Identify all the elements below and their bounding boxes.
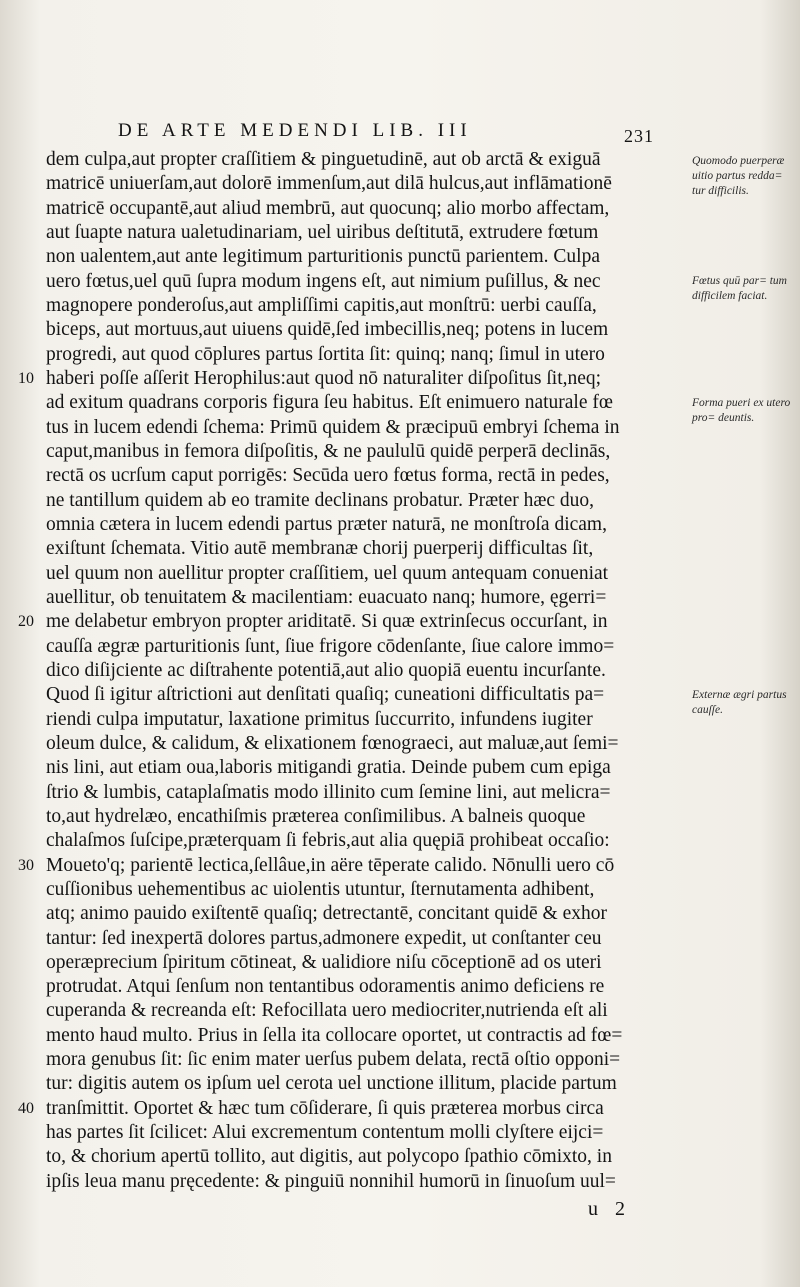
text-line: mento haud multo. Prius in ſella ita collocare oportet, ut contractis ad fœ= (46, 1024, 623, 1046)
text-line: chalaſmos ſuſcipe,præterquam ſi febris,aut alia quępiā prohibeat occaſio: (46, 830, 610, 852)
text-line: nis lini, aut etiam oua,laboris mitigandi gratia. Deinde pubem cum epiga (46, 757, 611, 779)
text-line: atq; animo pauido exiſtentē quaſiq; detrectantē, concitant quidē & exhor (46, 903, 607, 925)
running-header: DE ARTE MEDENDI LIB. III (118, 120, 472, 141)
text-line-content: me delabetur embryon propter ariditatē. Si quæ extrinſecus occurſant, in (46, 611, 608, 633)
margin-note: Forma pueri ex utero pro= deuntis. (692, 397, 791, 424)
text-line: operæprecium ſpiritum cōtineat, & ualidiore niſu cōceptionē ad os uteri (46, 951, 602, 973)
text-line: cuſſionibus uehementibus ac uiolentis utuntur, ſternutamenta adhibent, (46, 878, 595, 900)
line-number: 40 (18, 1099, 34, 1117)
line-number: 30 (18, 856, 34, 874)
text-line: oleum dulce, & calidum, & elixationem fœnograeci, aut maluæ,aut ſemi= (46, 732, 619, 754)
line-number: 10 (18, 369, 34, 387)
text-line: matricē occupantē,aut aliud membrū, aut quocunq; alio morbo affectam, (46, 197, 610, 219)
text-line: omnia cætera in lucem edendi partus præter naturā, ne monſtroſa dicam, (46, 513, 607, 535)
text-line-content: haberi poſſe aſſerit Herophilus:aut quod nō naturaliter diſpoſitus ſit,neq; (46, 367, 602, 389)
text-line: rectā os ucrſum caput porrigēs: Secūda uero fœtus forma, rectā in pedes, (46, 465, 610, 487)
margin-note: Quomodo puerperæ uitio partus redda= tur difficilis. (692, 155, 785, 197)
margin-note: Externæ ægri partus cauſſe. (692, 689, 787, 716)
text-line: exiſtunt ſchemata. Vitio autē membranæ chorij puerperij difficultas ſit, (46, 538, 594, 560)
signature-mark: u 2 (588, 1198, 631, 1220)
text-line: magnopere ponderoſus,aut ampliſſimi capitis,aut monſtrū: uerbi cauſſa, (46, 294, 597, 316)
text-line: tantur: ſed inexpertā dolores partus,admonere expedit, ut conſtanter ceu (46, 927, 602, 949)
text-line: auellitur, ob tenuitatem & macilentiam: euacuato nanq; humore, ęgerri= (46, 586, 607, 608)
line-number: 20 (18, 613, 34, 631)
body-text (18, 148, 686, 1194)
text-line: caput,manibus in femora diſpoſitis, & ne paululū quidē perperā declinās, (46, 440, 611, 462)
text-line: biceps, aut mortuus,aut uiuens quidē,ſed imbecillis,neq; potens in lucem (46, 319, 609, 341)
text-line: to, & chorium apertū tollito, aut digitis, aut polycopo ſpathio cōmixto, in (46, 1146, 612, 1168)
text-line: has partes ſit ſcilicet: Alui excrementum contentum molli clyſtere eijci= (46, 1122, 604, 1144)
text-line: ne tantillum quidem ab eo tramite declinans probatur. Præter hæc duo, (46, 489, 595, 511)
text-line: matricē uniuerſam,aut dolorē immenſum,aut dilā hulcus,aut inflāmationē (46, 173, 612, 195)
text-line: ipſis leua manu pręcedente: & pinguiū nonnihil humorū in ſinuoſum uul= (46, 1170, 616, 1192)
text-line: progredi, aut quod cōplures partus ſortita ſit: quinq; nanq; ſimul in utero (46, 343, 605, 365)
text-line: uero fœtus,uel quū ſupra modum ingens eſt, aut nimium puſillus, & nec (46, 270, 601, 292)
text-line: protrudat. Atqui ſenſum non tentantibus odoramentis animo deficiens re (46, 976, 605, 998)
text-line: to,aut hydrelæo, encathiſmis præterea conſimilibus. A balneis quoque (46, 805, 586, 827)
text-line (18, 1097, 686, 1121)
text-line (18, 367, 686, 391)
text-line: cuperanda & recreanda eſt: Refocillata uero mediocriter,nutrienda eſt ali (46, 1000, 608, 1022)
text-line: Quod ſi igitur aſtrictioni aut denſitati quaſiq; cuneationi difficultatis pa= (46, 684, 605, 706)
text-line-content: tranſmittit. Oportet & hæc tum cōſiderare, ſi quis præterea morbus circa (46, 1097, 604, 1119)
page-number: 231 (624, 126, 654, 146)
text-line (18, 854, 686, 878)
text-line-content: Moueto'q; parientē lectica,ſellâue,in aëre tēperate calido. Nōnulli uero cō (46, 854, 615, 876)
text-line: ad exitum quadrans corporis figura ſeu habitus. Eſt enimuero naturale fœ (46, 392, 613, 414)
text-line: cauſſa ægræ parturitionis ſunt, ſiue frigore cōdenſante, ſiue calore immo= (46, 635, 615, 657)
text-line: ſtrio & lumbis, cataplaſmatis modo illinito cum ſemine lini, aut melicra= (46, 781, 611, 803)
text-line: uel quum non auellitur propter craſſitiem, uel quum antequam conueniat (46, 562, 609, 584)
text-line: dem culpa,aut propter craſſitiem & pinguetudinē, aut ob arctā & exiguā (46, 149, 601, 170)
text-line: aut ſuapte natura ualetudinariam, uel uiribus deſtitutā, extrudere fœtum (46, 221, 599, 243)
text-line: tur: digitis autem os ipſum uel cerota uel unctione illitum, placide partum (46, 1073, 617, 1095)
text-line: dico diſijciente ac diſtrahente potentiā,aut alio quopiā euentu incurſante. (46, 659, 606, 681)
text-line: mora genubus ſit: ſic enim mater uerſus pubem delata, rectā oſtio opponi= (46, 1049, 621, 1071)
text-line: riendi culpa imputatur, laxatione primitus ſuccurrito, infundens iugiter (46, 708, 593, 730)
text-line: tus in lucem edendi ſchema: Primū quidem & præcipuū embryi ſchema in (46, 416, 620, 438)
text-line (18, 610, 686, 634)
margin-note: Fœtus quū par= tum difficilem faciat. (692, 275, 787, 302)
text-line: non ualentem,aut ante legitimum parturitionis punctū parientem. Culpa (46, 246, 600, 268)
